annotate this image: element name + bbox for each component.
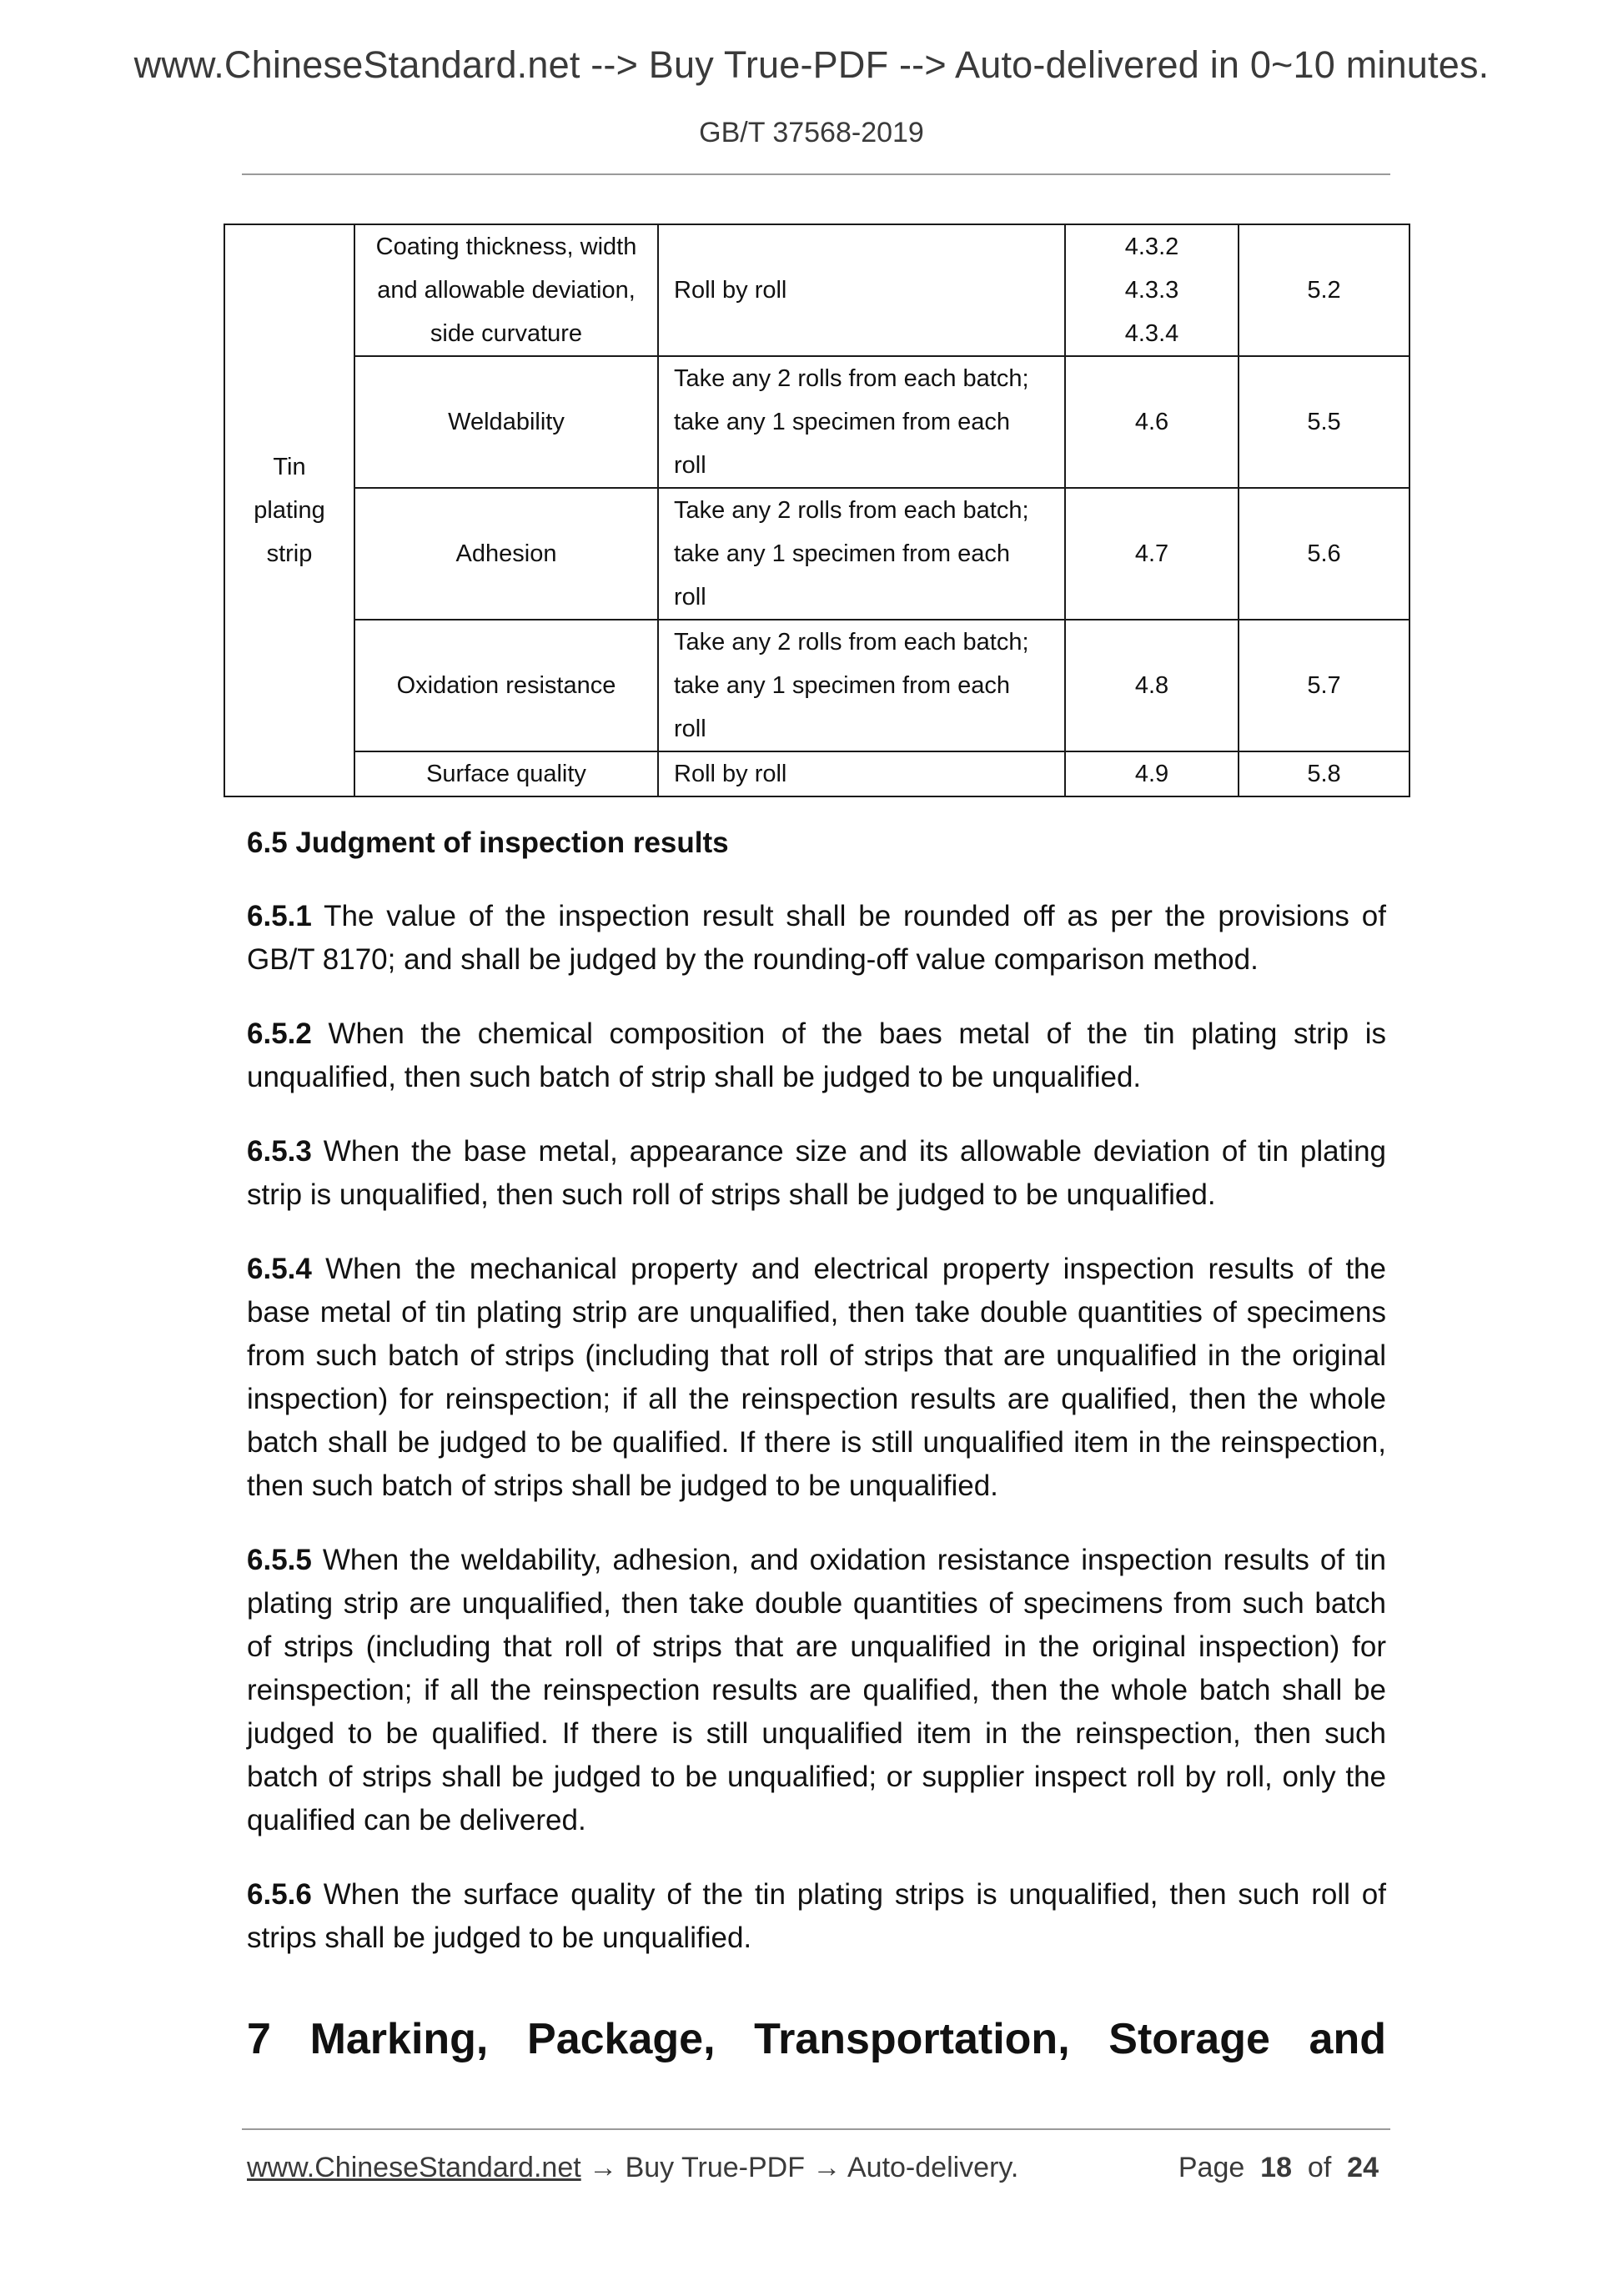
document-code: GB/T 37568-2019 (699, 117, 924, 148)
clause-number: 6.5.6 (247, 1878, 312, 1911)
chapter-heading: 7 Marking, Package, Transportation, Storage and (247, 2015, 1386, 2063)
sampling-cell: Take any 2 rolls from each batch; take any 1 specimen from each roll (658, 356, 1065, 488)
footer-link-line (247, 2152, 1018, 2184)
clause-paragraph (247, 1248, 1386, 1508)
requirement-cell: 4.8 (1065, 620, 1239, 751)
test-method-cell: 5.6 (1239, 488, 1409, 620)
sampling-cell: Take any 2 rolls from each batch; take any 1 specimen from each roll (658, 620, 1065, 751)
clause-text: When the weldability, adhesion, and oxidation resistance inspection results of tin plating strip are unqualified, then take double quantities of specimens from such batch of strips (including that roll of strips that are unqualified in the original inspection) for reinspection; if all the reinspection results are qualified, then the whole batch shall be judged to be qualified. If there is still unqualified item in the reinspection, then such batch of strips shall be judged to be unqualified; or supplier inspect roll by roll, only the qualified can be delivered. (247, 1544, 1386, 1836)
requirement-cell: 4.6 (1065, 356, 1239, 488)
clause-text: The value of the inspection result shall be rounded off as per the provisions of GB/T 8170; and shall be judged by the rounding-off value comparison method. (247, 900, 1386, 976)
item-cell: Coating thickness, width and allowable deviation, side curvature (354, 224, 658, 356)
clause-text: When the base metal, appearance size and its allowable deviation of tin plating strip is unqualified, then such roll of strips shall be judged to be unqualified. (247, 1135, 1386, 1211)
requirement-cell: 4.3.2 4.3.3 4.3.4 (1065, 224, 1239, 356)
table-row (224, 751, 1409, 796)
clause-number: 6.5.4 (247, 1253, 312, 1285)
requirement-cell: 4.7 (1065, 488, 1239, 620)
table-row (224, 620, 1409, 751)
sampling-cell: Roll by roll (658, 224, 1065, 356)
clause-paragraph (247, 1873, 1386, 1960)
test-method-cell: 5.5 (1239, 356, 1409, 488)
clause-number: 6.5.5 (247, 1544, 312, 1576)
table-row (224, 224, 1409, 356)
section-heading: 6.5 Judgment of inspection results (247, 826, 729, 859)
clause-paragraph (247, 1130, 1386, 1217)
item-cell: Weldability (354, 356, 658, 488)
clause-text: When the mechanical property and electrical property inspection results of the base metal of tin plating strip are unqualified, then take double quantities of specimens from such batch of strips (including that roll of strips that are unqualified in the original inspection) for reinspection; if all the reinspection results are qualified, then the whole batch shall be judged to be qualified. If there is still unqualified item in the reinspection, then such batch of strips shall be judged to be unqualified. (247, 1253, 1386, 1502)
header-divider (242, 173, 1390, 175)
sampling-cell: Take any 2 rolls from each batch; take any 1 specimen from each roll (658, 488, 1065, 620)
clause-number: 6.5.3 (247, 1135, 312, 1168)
clause-number: 6.5.1 (247, 900, 312, 932)
test-method-cell: 5.8 (1239, 751, 1409, 796)
footer-tagline: → Buy True-PDF → Auto-delivery. (580, 2152, 1019, 2183)
table-row (224, 356, 1409, 488)
item-cell: Oxidation resistance (354, 620, 658, 751)
site-link[interactable]: www.ChineseStandard.net (247, 2152, 581, 2183)
page-total: 24 (1347, 2152, 1379, 2183)
inspection-table (224, 224, 1410, 797)
clause-paragraph (247, 1539, 1386, 1842)
page-indicator: Page 18 of 24 (1178, 2152, 1379, 2183)
clause-text: When the surface quality of the tin plating strips is unqualified, then such roll of strips shall be judged to be unqualified. (247, 1878, 1386, 1954)
footer-divider (242, 2128, 1390, 2130)
test-method-cell: 5.7 (1239, 620, 1409, 751)
requirement-cell: 4.9 (1065, 751, 1239, 796)
section-content (247, 821, 1386, 2068)
test-method-cell: 5.2 (1239, 224, 1409, 356)
item-cell: Adhesion (354, 488, 658, 620)
clause-number: 6.5.2 (247, 1017, 312, 1050)
item-cell: Surface quality (354, 751, 658, 796)
table-row (224, 488, 1409, 620)
site-banner: www.ChineseStandard.net --> Buy True-PDF --> Auto-delivered in 0~10 minutes. (133, 43, 1490, 86)
category-cell: Tin plating strip (224, 224, 354, 796)
clause-text: When the chemical composition of the baes metal of the tin plating strip is unqualified, then such batch of strip shall be judged to be unqualified. (247, 1017, 1386, 1093)
sampling-cell: Roll by roll (658, 751, 1065, 796)
page-number: 18 (1260, 2152, 1292, 2183)
clause-paragraph (247, 895, 1386, 982)
clause-paragraph (247, 1012, 1386, 1099)
